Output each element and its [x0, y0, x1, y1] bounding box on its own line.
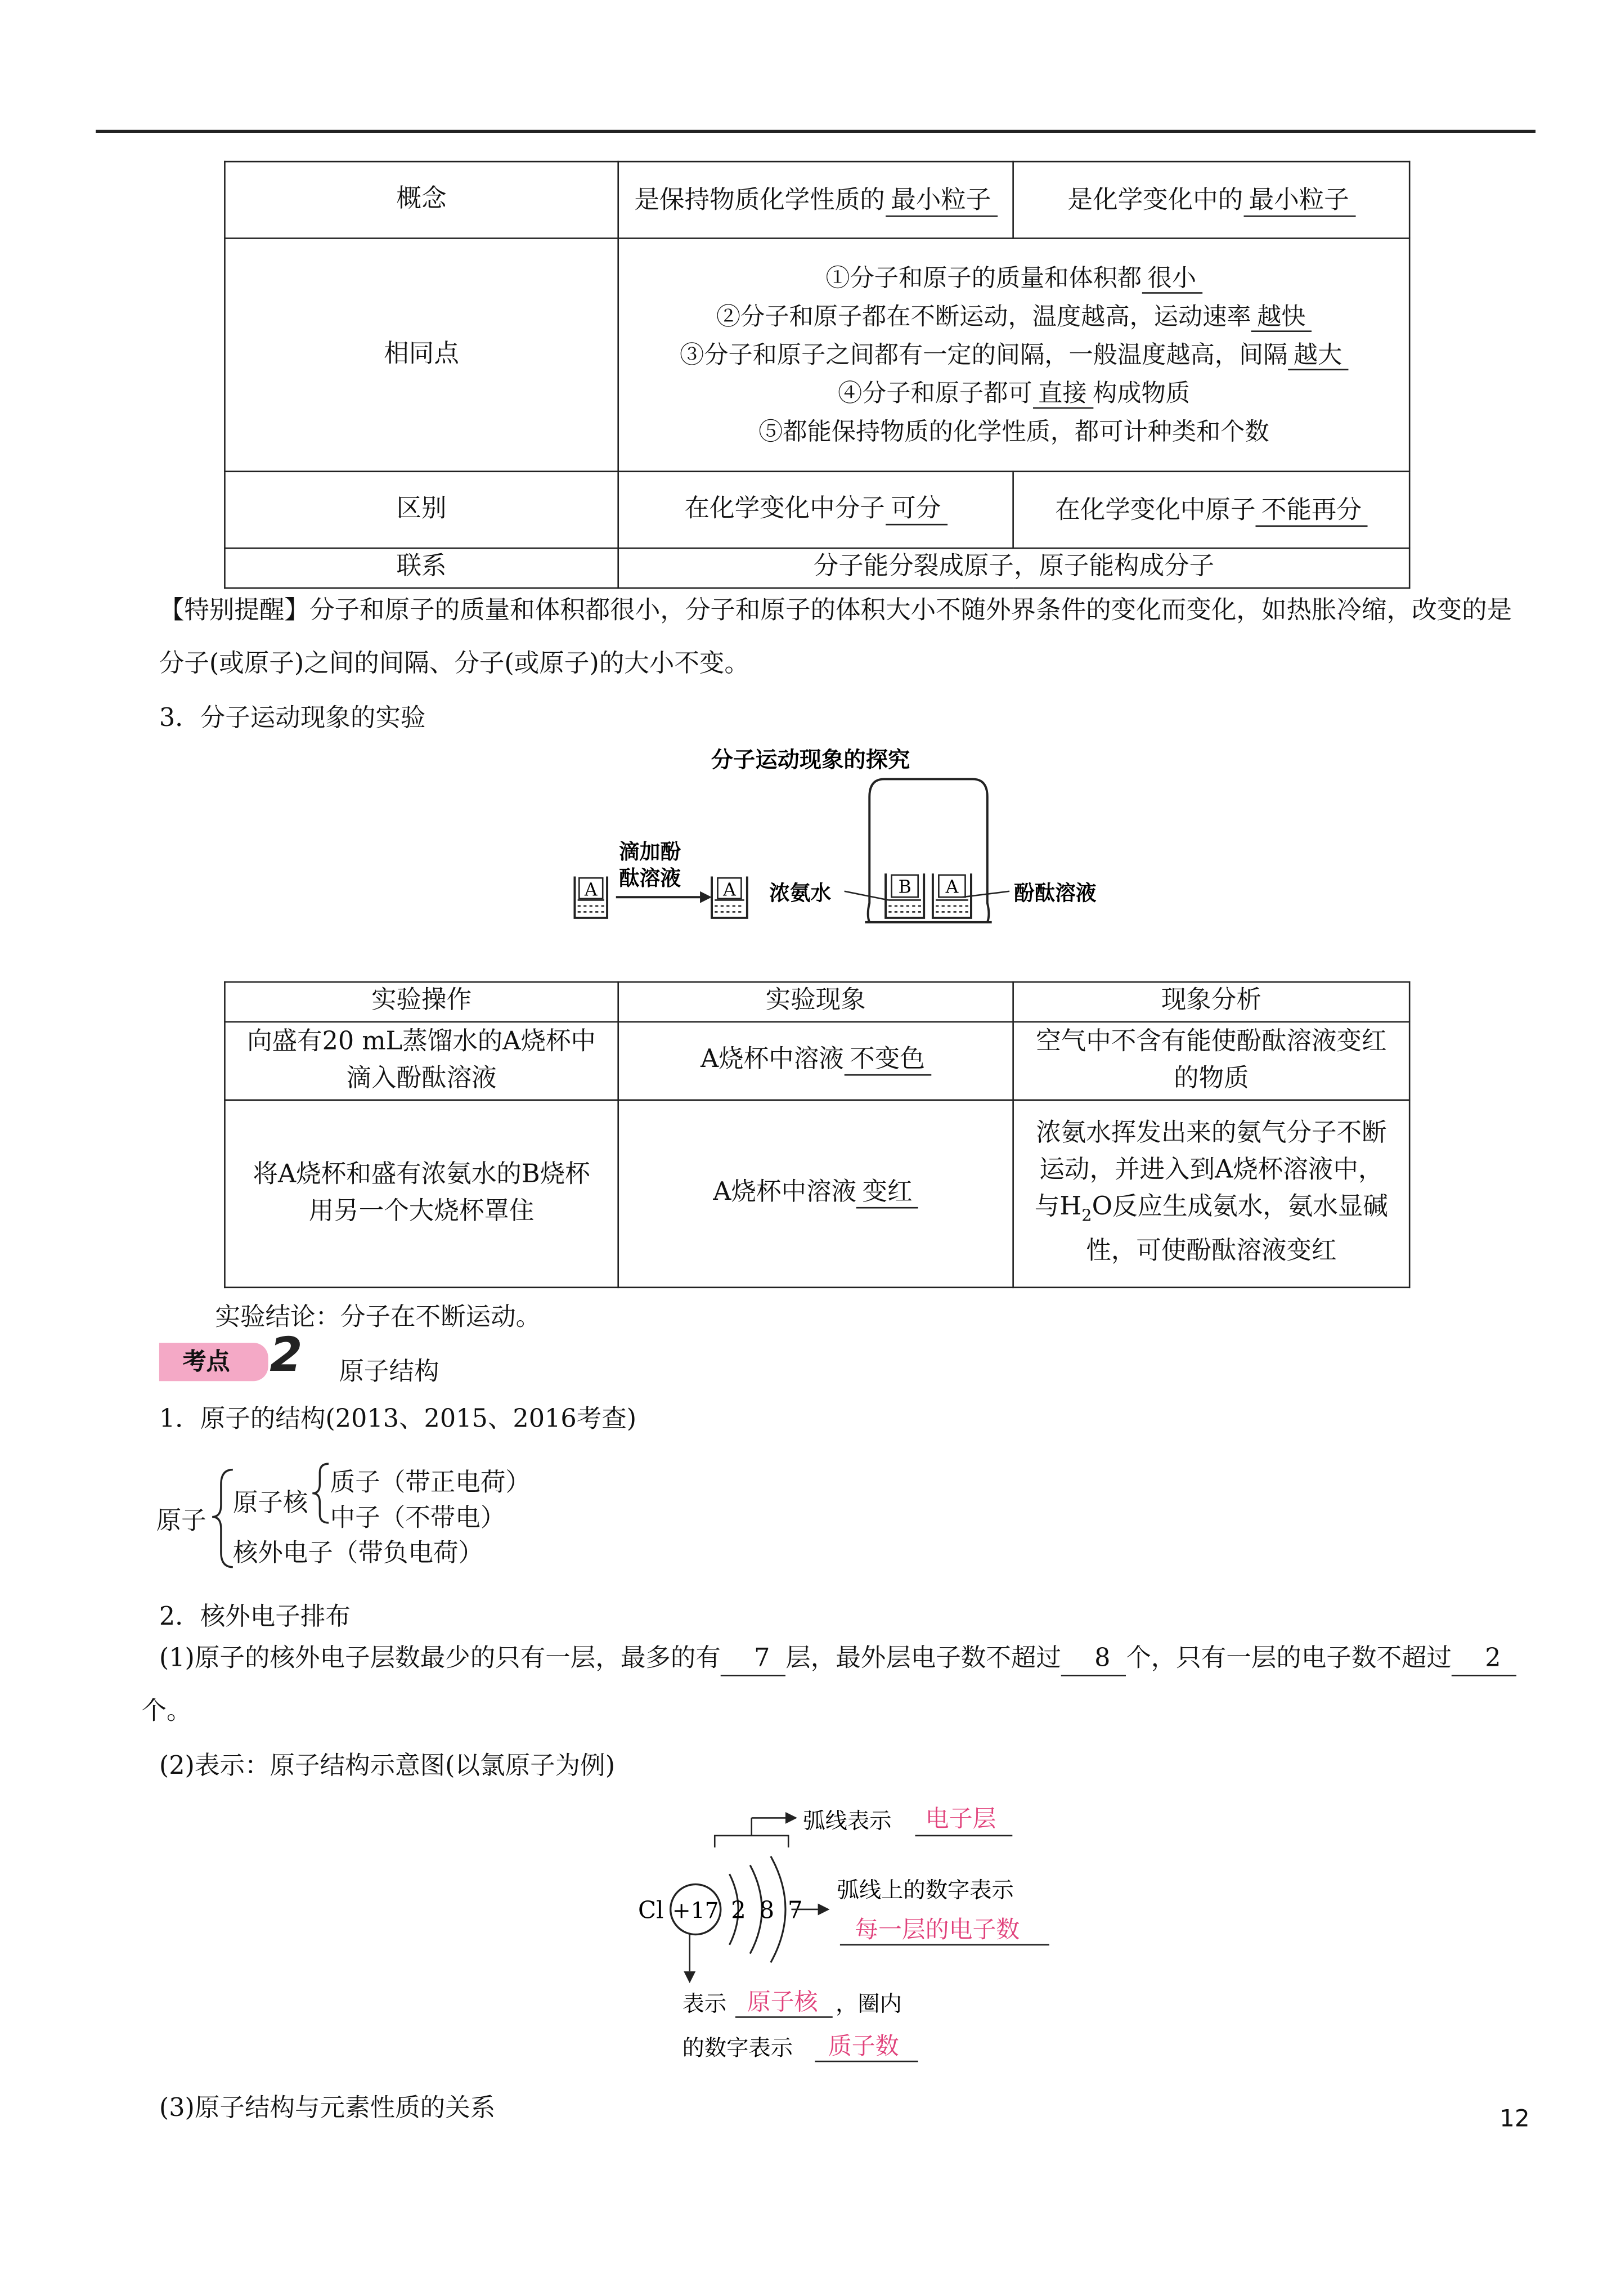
figure-title: 分子运动现象的探究 [711, 747, 910, 773]
table-cell: 在化学变化中分子 可分 [618, 472, 1013, 548]
experiment-conclusion: 实验结论：分子在不断运动。 [215, 1303, 541, 1333]
row-label: 联系 [224, 548, 618, 587]
arc-answer: 电子层 [925, 1805, 996, 1833]
table-row [224, 472, 1409, 548]
answer-blank: 最小粒子 [885, 187, 997, 217]
answer-blank: 7 [721, 1645, 785, 1676]
arrow-label-1: 滴加酚 [619, 840, 681, 864]
answer-blank: 变红 [856, 1178, 918, 1209]
table-cell: 是保持物质化学性质的 最小粒子 [618, 162, 1013, 238]
paragraph-1: (1)原子的核外电子层数最少的只有一层，最多的有 7 层，最外层电子数不超过 8 个，只有一层的电子数不超过 2个。 [141, 1632, 1535, 1738]
beaker-a-inside [933, 873, 971, 918]
row-label: 概念 [224, 162, 618, 238]
table-row [224, 1021, 1409, 1099]
beaker-label: B [898, 877, 911, 898]
element-symbol: Cl [638, 1896, 664, 1924]
arc-label: 弧线表示 [803, 1808, 892, 1834]
atom-structure-tree [156, 1458, 599, 1576]
answer-blank: 不变色 [844, 1046, 931, 1076]
beaker-b [886, 873, 924, 918]
tree-proton: 质子（带正电荷） [330, 1468, 531, 1498]
table-cell: A烧杯中溶液 不变色 [618, 1021, 1013, 1099]
answer-blank: 很小 [1142, 265, 1202, 294]
paragraph-3: (3)原子结构与元素性质的关系 [159, 2093, 496, 2124]
answer-blank: 直接 [1032, 380, 1093, 409]
brace-icon [309, 1461, 333, 1526]
circle-answer-1: 原子核 [747, 1988, 818, 2016]
table-row [224, 162, 1409, 238]
table-cell: A烧杯中溶液 变红 [618, 1099, 1013, 1286]
circle-label-3: 的数字表示 [682, 2035, 793, 2061]
paragraph-2: (2)表示：原子结构示意图(以氯原子为例) [159, 1751, 616, 1781]
table-row [224, 548, 1409, 587]
molecule-atom-table [224, 161, 1410, 588]
arrow-label-2: 酞溶液 [619, 866, 681, 891]
table-cell: 在化学变化中原子 不能再分 [1013, 472, 1410, 548]
column-header: 现象分析 [1013, 982, 1410, 1021]
experiment-table [224, 981, 1410, 1288]
ammonia-label: 浓氨水 [769, 881, 832, 905]
circle-answer-2: 质子数 [828, 2032, 899, 2060]
table-header-row [224, 982, 1409, 1021]
table-cell: 空气中不含有能使酚酞溶液变红的物质 [1013, 1021, 1410, 1099]
beaker-a-right [712, 877, 747, 918]
beaker-label: A [945, 877, 959, 898]
answer-blank: 越快 [1251, 303, 1312, 333]
item-1-title: 1．原子的结构(2013、2015、2016考查) [159, 1405, 637, 1434]
header-rule [96, 130, 1535, 133]
tree-electron: 核外电子（带负电荷） [232, 1539, 484, 1569]
table-cell: 分子能分裂成原子，原子能构成分子 [618, 548, 1409, 587]
answer-blank: 2 [1452, 1645, 1516, 1676]
circle-label-2: ，圈内 [836, 1991, 902, 2017]
table-cell: ①分子和原子的质量和体积都 很小 ②分子和原子都在不断运动，温度越高，运动速率 越快 ③分子和原子之间都有一定的间隔，一般温度越高，间隔 越大 ④分子和原子都可 直接 构成物质 ⑤都能保持物质的化学性质，都可计种类和个数 [618, 238, 1409, 471]
number-answer: 每一层的电子数 [855, 1915, 1020, 1943]
item-2-title: 2．核外电子排布 [159, 1602, 351, 1633]
table-cell: 将A烧杯和盛有浓氨水的B烧杯用另一个大烧杯罩住 [224, 1099, 618, 1286]
chlorine-atom-diagram [626, 1788, 1068, 2069]
answer-blank: 不能再分 [1255, 496, 1367, 527]
table-row [224, 1099, 1409, 1286]
row-label: 相同点 [224, 238, 618, 471]
beaker-label: A [584, 880, 598, 900]
column-header: 实验现象 [618, 982, 1013, 1021]
column-header: 实验操作 [224, 982, 618, 1021]
table-cell: 浓氨水挥发出来的氨气分子不断运动，并进入到A烧杯溶液中，与$H_2O$反应生成氨水，氨水显碱性，可使酚酞溶液变红 [1013, 1099, 1410, 1286]
beaker-label: A [723, 880, 736, 900]
special-tip: 【特别提醒】分子和原子的质量和体积都很小，分子和原子的体积大小不随外界条件的变化而变化，如热胀冷缩，改变的是分子(或原子)之间的间隔、分子(或原子)的大小不变。 [159, 596, 1512, 679]
tree-nucleus: 原子核 [232, 1488, 308, 1519]
number-label: 弧线上的数字表示 [837, 1878, 1014, 1904]
answer-blank: 可分 [885, 495, 947, 526]
circle-label-1: 表示 [682, 1991, 727, 2017]
section-title: 原子结构 [339, 1357, 439, 1387]
kaodian-badge-label: 考点 [182, 1347, 230, 1375]
beaker-a-left [574, 877, 607, 918]
molecule-experiment-figure [567, 738, 1157, 944]
answer-blank: 越大 [1287, 342, 1348, 371]
tree-root: 原子 [156, 1506, 206, 1536]
table-row [224, 238, 1409, 471]
table-cell: 向盛有20 mL蒸馏水的A烧杯中滴入酚酞溶液 [224, 1021, 618, 1099]
page-number: 12 [1499, 2104, 1530, 2132]
section-3-title: 3．分子运动现象的实验 [159, 703, 426, 734]
row-label: 区别 [224, 472, 618, 548]
nucleus-charge: +17 [672, 1898, 719, 1924]
table-cell: 是化学变化中的 最小粒子 [1013, 162, 1410, 238]
answer-blank: 最小粒子 [1243, 187, 1355, 217]
answer-blank: 8 [1061, 1645, 1126, 1676]
tree-neutron: 中子（不带电） [330, 1503, 506, 1533]
phenolphthalein-label: 酚酞溶液 [1013, 881, 1097, 905]
shell-electron-counts: 2 8 7 [731, 1896, 806, 1924]
kaodian-number: 2 [270, 1326, 303, 1383]
